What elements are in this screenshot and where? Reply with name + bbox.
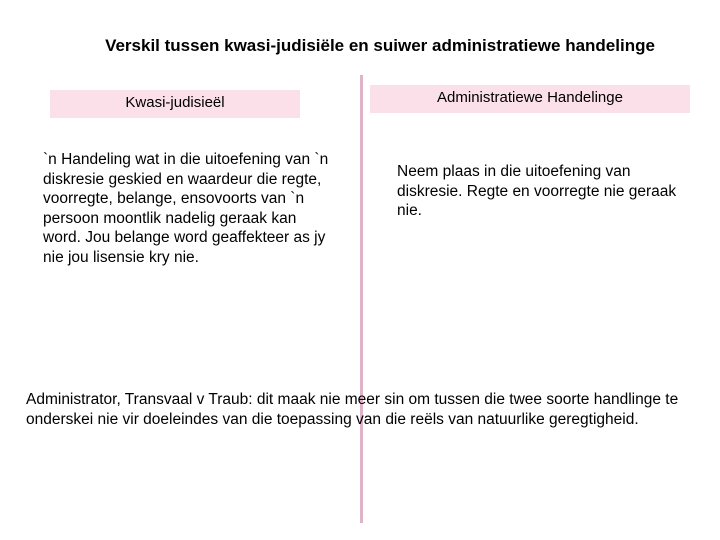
administrative-description: Neem plaas in die uitoefening van diskresie. Regte en voorregte nie geraak nie. xyxy=(397,163,677,219)
administrative-header: Administratiewe Handelinge xyxy=(370,85,690,113)
column-divider xyxy=(360,75,363,523)
quasi-judicial-description: `n Handeling wat in die uitoefening van `n diskresie geskied en waardeur die regte, voorregte, belange, ensovoorts van `n persoon moontlik nadelig geraak kan word. Jou belange word geaffekteer as jy nie jou lisensie kry nie. xyxy=(43,151,329,266)
slide-title: Verskil tussen kwasi-judisiële en suiwer administratiewe handelinge xyxy=(105,36,655,55)
case-law-note: Administrator, Transvaal v Traub: dit maak nie meer sin om tussen die twee soorte handlinge te onderskei nie vir doeleindes van die toepassing van die reëls van natuurlike geregtigheid. xyxy=(26,391,679,428)
quasi-judicial-header: Kwasi-judisieël xyxy=(50,90,300,118)
